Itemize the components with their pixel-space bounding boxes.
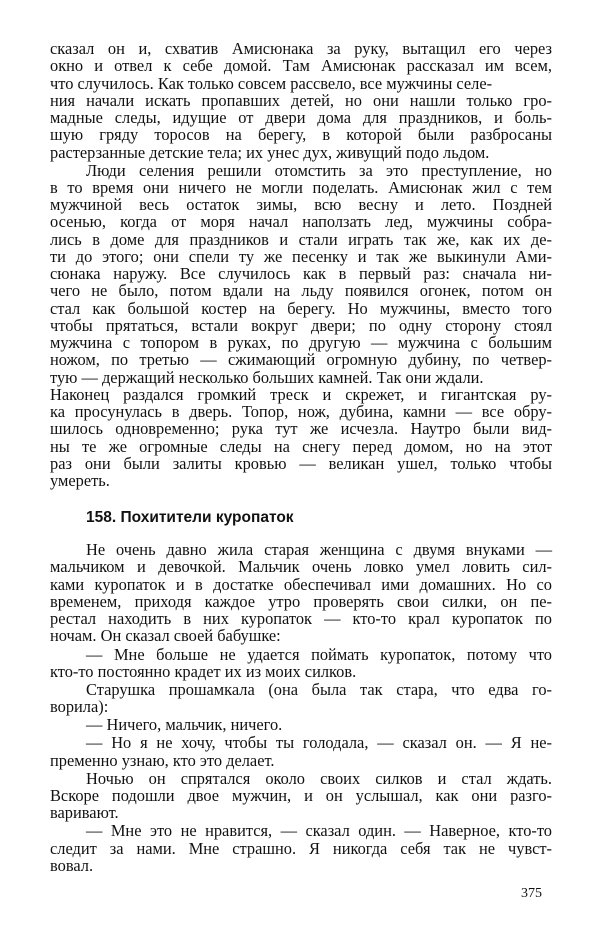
section-heading: 158. Похитители куропаток <box>86 509 294 527</box>
text-line: Старушка прошамкала (она была так стара, что едва го- <box>86 679 552 699</box>
text-line: осенью, когда от моря начал наползать лед, мужчины собра- <box>50 212 552 232</box>
text-line: шилось одновременно; рука тут же исчезла. Наутро были вид- <box>50 419 552 439</box>
text-line: ка просунулась в дверь. Топор, нож, дубина, камни — все обру- <box>50 402 552 422</box>
text-line: в то время они ничего не могли поделать. Амисюнак жил с тем <box>50 177 552 197</box>
text-line: следит за нами. Мне страшно. Я никогда себя так не чувст- <box>50 838 552 858</box>
text-line: умереть. <box>50 471 110 491</box>
text-line: временем, приходя каждое утро проверять свои силки, он пе- <box>50 591 552 611</box>
text-line: ками куропаток и в достатке обеспечивал ими домашних. Но со <box>50 574 552 594</box>
text-line: мужчиной весь остаток зимы, всю весну и лето. Поздней <box>50 195 552 215</box>
text-line: пременно узнаю, кто это делает. <box>50 750 275 770</box>
text-line: ворила): <box>50 697 109 717</box>
text-line: ния начали искать пропавших детей, но они нашли только гро- <box>50 90 552 110</box>
text-line: Наконец раздался громкий треск и скрежет, и гигантская ру- <box>50 384 552 404</box>
text-line: шую гряду торосов на берегу, в которой были разбросаны <box>50 125 552 145</box>
text-line: тую — держащий несколько больших камней. Так они ждали. <box>50 367 484 387</box>
text-line: — Но я не хочу, чтобы ты голодала, — сказал он. — Я не- <box>86 733 552 753</box>
text-line: Вскоре подошли двое мужчин, и он услышал, как они разго- <box>50 786 552 805</box>
text-line: чего не было, потом вдали на льду появился огонек, потом он <box>50 281 552 301</box>
text-line: что случилось. Как только совсем рассвело, все мужчины селе- <box>50 73 493 93</box>
text-line: варивают. <box>50 803 119 823</box>
text-line: Ночью он спрятался около своих силков и стал ждать. <box>86 768 552 788</box>
text-line: мужчина с топором в руках, по другую — мужчина с большим <box>50 333 552 353</box>
text-line: — Мне это не нравится, — сказал один. — Наверное, кто-то <box>86 821 552 841</box>
text-line: — Мне больше не удается поймать куропаток, потому что <box>86 644 552 664</box>
text-line: рестал находить в них куропаток — кто-то крал куропаток по <box>50 609 552 629</box>
text-line: сказал он и, схватив Амисюнака за руку, вытащил его через <box>50 39 552 58</box>
text-line: кто-то постоянно крадет их из моих силков. <box>50 661 357 681</box>
text-line: ны те же огромные следы на снегу перед домом, но на этот <box>50 436 552 456</box>
text-line: ножом, по третью — сжимающий огромную дубину, по четвер- <box>50 350 552 370</box>
text-line: раз они были залиты кровью — великан ушел, только чтобы <box>50 453 552 473</box>
text-line: мальчиком и девочкой. Мальчик очень ловко умел ловить сил- <box>50 557 552 577</box>
text-line: лись в доме для праздников и стали играть так же, как их де- <box>50 229 552 249</box>
page-number: 375 <box>521 886 542 901</box>
text-line: вовал. <box>50 855 94 875</box>
text-line: окно и отвел к себе домой. Там Амисюнак рассказал им всем, <box>50 56 552 76</box>
text-line: Не очень давно жила старая женщина с двумя внуками — <box>86 540 552 560</box>
text-line: ти до этого; они спели ту же песенку и так же выкинули Ами- <box>50 246 552 266</box>
text-line: чтобы прятаться, встали вокруг двери; по одну сторону стоял <box>50 315 552 335</box>
text-line: растерзанные детские тела; их унес дух, живущий подо льдом. <box>50 142 490 162</box>
text-line: мадные следы, идущие от двери дома для праздников, и боль- <box>50 108 552 127</box>
text-line: Люди селения решили отомстить за это преступление, но <box>86 160 552 180</box>
text-line: ночам. Он сказал своей бабушке: <box>50 626 281 646</box>
text-line: стал как большой костер на берегу. Но мужчины, вместо того <box>50 298 552 318</box>
text-line: — Ничего, мальчик, ничего. <box>86 715 283 735</box>
text-line: сюнака наружу. Все случилось как в первый раз: сначала ни- <box>50 264 552 284</box>
